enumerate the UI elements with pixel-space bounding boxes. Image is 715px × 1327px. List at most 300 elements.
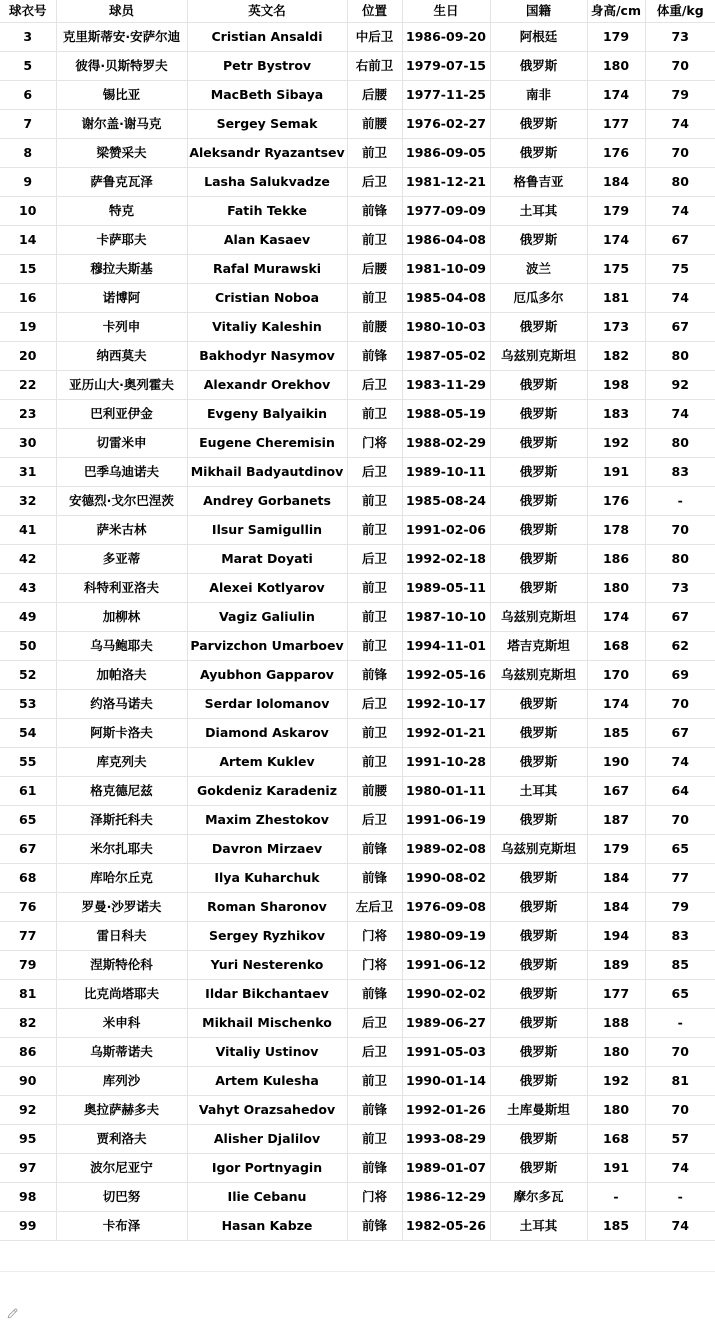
cell-nationality: 俄罗斯 [490,806,587,835]
cell-en-name: Alexandr Orekhov [187,371,347,400]
cell-en-name: Ildar Bikchantaev [187,980,347,1009]
cell-nationality: 俄罗斯 [490,1125,587,1154]
cell-jersey: 30 [0,429,56,458]
cell-height: 192 [587,1067,645,1096]
table-row [0,1038,715,1067]
cell-birthday: 1993-08-29 [402,1125,490,1154]
cell-nationality: 乌兹别克斯坦 [490,342,587,371]
table-row [0,139,715,168]
cell-nationality: 俄罗斯 [490,951,587,980]
cell-height: 176 [587,139,645,168]
table-row [0,951,715,980]
cell-nationality: 土耳其 [490,197,587,226]
cell-weight: 64 [645,777,715,806]
cell-height: 175 [587,255,645,284]
cell-nationality: 俄罗斯 [490,371,587,400]
cell-position: 中后卫 [347,23,402,52]
cell-birthday: 1987-10-10 [402,603,490,632]
cell-height: 184 [587,168,645,197]
cell-nationality: 俄罗斯 [490,690,587,719]
cell-en-name: Alisher Djalilov [187,1125,347,1154]
table-row [0,197,715,226]
cell-birthday: 1986-09-05 [402,139,490,168]
table-row [0,864,715,893]
cell-height: 168 [587,1125,645,1154]
footer-edit-area [6,1305,20,1319]
cell-height: 188 [587,1009,645,1038]
column-header-player: 球员 [56,0,187,23]
table-row [0,806,715,835]
cell-height: 185 [587,1212,645,1241]
cell-position: 前锋 [347,835,402,864]
column-header-jersey: 球衣号 [0,0,56,23]
cell-weight: 62 [645,632,715,661]
cell-birthday: 1977-11-25 [402,81,490,110]
column-header-position: 位置 [347,0,402,23]
cell-player: 米申科 [56,1009,187,1038]
table-row [0,632,715,661]
cell-en-name: Ayubhon Gapparov [187,661,347,690]
cell-birthday: 1981-10-09 [402,255,490,284]
cell-position: 前锋 [347,864,402,893]
cell-weight: 74 [645,400,715,429]
cell-nationality: 俄罗斯 [490,574,587,603]
cell-weight: 83 [645,458,715,487]
cell-en-name: Serdar Iolomanov [187,690,347,719]
cell-jersey: 22 [0,371,56,400]
cell-nationality: 厄瓜多尔 [490,284,587,313]
horizontal-divider [0,1271,715,1272]
table-row [0,400,715,429]
cell-height: 174 [587,81,645,110]
cell-height: 180 [587,52,645,81]
cell-player: 梁赞采夫 [56,139,187,168]
cell-height: 174 [587,603,645,632]
cell-en-name: Andrey Gorbanets [187,487,347,516]
cell-player: 彼得·贝斯特罗夫 [56,52,187,81]
cell-birthday: 1982-05-26 [402,1212,490,1241]
cell-player: 格克德尼兹 [56,777,187,806]
cell-height: 180 [587,1096,645,1125]
edit-pencil-icon[interactable] [6,1307,19,1320]
cell-player: 卡列申 [56,313,187,342]
table-row [0,1183,715,1212]
cell-player: 泽斯托科夫 [56,806,187,835]
cell-position: 后卫 [347,168,402,197]
cell-nationality: 土耳其 [490,777,587,806]
cell-height: 167 [587,777,645,806]
cell-birthday: 1992-05-16 [402,661,490,690]
cell-position: 前锋 [347,197,402,226]
cell-birthday: 1991-05-03 [402,1038,490,1067]
cell-birthday: 1983-11-29 [402,371,490,400]
table-row [0,110,715,139]
cell-nationality: 俄罗斯 [490,748,587,777]
cell-weight: 80 [645,429,715,458]
cell-en-name: Alan Kasaev [187,226,347,255]
cell-weight: 74 [645,284,715,313]
cell-jersey: 76 [0,893,56,922]
table-row [0,487,715,516]
cell-height: 183 [587,400,645,429]
cell-position: 后卫 [347,1038,402,1067]
cell-en-name: Fatih Tekke [187,197,347,226]
cell-jersey: 23 [0,400,56,429]
cell-jersey: 5 [0,52,56,81]
table-row [0,893,715,922]
table-row [0,835,715,864]
cell-birthday: 1992-01-21 [402,719,490,748]
cell-player: 乌斯蒂诺夫 [56,1038,187,1067]
cell-en-name: Ilsur Samigullin [187,516,347,545]
cell-nationality: 俄罗斯 [490,226,587,255]
cell-birthday: 1991-02-06 [402,516,490,545]
cell-position: 前卫 [347,226,402,255]
cell-height: 191 [587,1154,645,1183]
cell-weight: 74 [645,1212,715,1241]
cell-position: 后卫 [347,690,402,719]
cell-en-name: Gokdeniz Karadeniz [187,777,347,806]
cell-player: 科特利亚洛夫 [56,574,187,603]
cell-position: 门将 [347,429,402,458]
cell-nationality: 俄罗斯 [490,313,587,342]
cell-weight: 67 [645,719,715,748]
cell-jersey: 55 [0,748,56,777]
cell-en-name: Mikhail Mischenko [187,1009,347,1038]
cell-nationality: 乌兹别克斯坦 [490,835,587,864]
cell-position: 前卫 [347,284,402,313]
cell-weight: 79 [645,893,715,922]
cell-nationality: 塔吉克斯坦 [490,632,587,661]
cell-nationality: 乌兹别克斯坦 [490,603,587,632]
cell-player: 锡比亚 [56,81,187,110]
cell-player: 奥拉萨赫多夫 [56,1096,187,1125]
cell-jersey: 14 [0,226,56,255]
cell-position: 后卫 [347,806,402,835]
cell-birthday: 1991-06-19 [402,806,490,835]
cell-position: 前卫 [347,748,402,777]
cell-height: 179 [587,835,645,864]
cell-en-name: Aleksandr Ryazantsev [187,139,347,168]
cell-player: 特克 [56,197,187,226]
cell-weight: 85 [645,951,715,980]
cell-birthday: 1980-01-11 [402,777,490,806]
cell-nationality: 波兰 [490,255,587,284]
cell-jersey: 42 [0,545,56,574]
cell-en-name: Vitaliy Ustinov [187,1038,347,1067]
cell-weight: 74 [645,197,715,226]
cell-jersey: 32 [0,487,56,516]
cell-nationality: 俄罗斯 [490,980,587,1009]
cell-jersey: 97 [0,1154,56,1183]
cell-nationality: 土耳其 [490,1212,587,1241]
cell-en-name: Hasan Kabze [187,1212,347,1241]
cell-position: 前卫 [347,574,402,603]
column-header-height: 身高/cm [587,0,645,23]
cell-position: 前卫 [347,603,402,632]
cell-jersey: 41 [0,516,56,545]
cell-position: 门将 [347,1183,402,1212]
cell-player: 巴季乌迪诺夫 [56,458,187,487]
cell-birthday: 1985-04-08 [402,284,490,313]
cell-height: 185 [587,719,645,748]
cell-player: 切雷米申 [56,429,187,458]
cell-weight: 74 [645,748,715,777]
cell-jersey: 16 [0,284,56,313]
cell-position: 前腰 [347,313,402,342]
cell-birthday: 1990-08-02 [402,864,490,893]
cell-birthday: 1976-02-27 [402,110,490,139]
cell-birthday: 1981-12-21 [402,168,490,197]
cell-en-name: Rafal Murawski [187,255,347,284]
cell-jersey: 68 [0,864,56,893]
cell-position: 后卫 [347,458,402,487]
cell-birthday: 1992-10-17 [402,690,490,719]
table-row [0,603,715,632]
cell-jersey: 19 [0,313,56,342]
cell-jersey: 86 [0,1038,56,1067]
cell-nationality: 俄罗斯 [490,429,587,458]
table-row [0,980,715,1009]
cell-birthday: 1992-02-18 [402,545,490,574]
cell-position: 前锋 [347,342,402,371]
cell-jersey: 61 [0,777,56,806]
cell-en-name: Marat Doyati [187,545,347,574]
cell-jersey: 54 [0,719,56,748]
cell-player: 安德烈·戈尔巴涅茨 [56,487,187,516]
cell-nationality: 俄罗斯 [490,1067,587,1096]
cell-jersey: 67 [0,835,56,864]
cell-weight: 79 [645,81,715,110]
column-header-nationality: 国籍 [490,0,587,23]
cell-position: 前锋 [347,661,402,690]
table-row [0,1125,715,1154]
cell-weight: 70 [645,806,715,835]
cell-jersey: 49 [0,603,56,632]
cell-nationality: 俄罗斯 [490,719,587,748]
cell-en-name: Ilya Kuharchuk [187,864,347,893]
cell-nationality: 俄罗斯 [490,458,587,487]
cell-jersey: 53 [0,690,56,719]
cell-en-name: Cristian Noboa [187,284,347,313]
cell-player: 比克尚塔耶夫 [56,980,187,1009]
cell-player: 亚历山大·奥列霍夫 [56,371,187,400]
cell-jersey: 6 [0,81,56,110]
cell-en-name: Cristian Ansaldi [187,23,347,52]
cell-player: 萨米古林 [56,516,187,545]
cell-position: 前卫 [347,632,402,661]
cell-birthday: 1990-01-14 [402,1067,490,1096]
cell-height: 174 [587,690,645,719]
cell-en-name: Artem Kuklev [187,748,347,777]
cell-jersey: 79 [0,951,56,980]
cell-birthday: 1989-10-11 [402,458,490,487]
cell-birthday: 1990-02-02 [402,980,490,1009]
table-row [0,1067,715,1096]
cell-en-name: Eugene Cheremisin [187,429,347,458]
cell-player: 卡萨耶夫 [56,226,187,255]
cell-player: 乌马鲍耶夫 [56,632,187,661]
cell-height: 180 [587,574,645,603]
cell-birthday: 1986-12-29 [402,1183,490,1212]
cell-height: 181 [587,284,645,313]
cell-player: 多亚蒂 [56,545,187,574]
cell-birthday: 1989-06-27 [402,1009,490,1038]
cell-position: 右前卫 [347,52,402,81]
cell-en-name: Yuri Nesterenko [187,951,347,980]
cell-en-name: Vitaliy Kaleshin [187,313,347,342]
cell-height: 194 [587,922,645,951]
cell-en-name: Alexei Kotlyarov [187,574,347,603]
table-row [0,1154,715,1183]
table-row [0,52,715,81]
cell-en-name: Bakhodyr Nasymov [187,342,347,371]
cell-birthday: 1988-05-19 [402,400,490,429]
cell-jersey: 98 [0,1183,56,1212]
cell-player: 库列沙 [56,1067,187,1096]
cell-weight: 80 [645,545,715,574]
cell-nationality: 土库曼斯坦 [490,1096,587,1125]
cell-position: 门将 [347,922,402,951]
cell-birthday: 1989-01-07 [402,1154,490,1183]
table-row [0,23,715,52]
cell-en-name: Sergey Semak [187,110,347,139]
cell-weight: 92 [645,371,715,400]
cell-weight: 77 [645,864,715,893]
cell-height: 176 [587,487,645,516]
cell-position: 左后卫 [347,893,402,922]
table-row [0,690,715,719]
table-row [0,719,715,748]
cell-jersey: 65 [0,806,56,835]
cell-birthday: 1977-09-09 [402,197,490,226]
cell-nationality: 俄罗斯 [490,864,587,893]
cell-birthday: 1986-04-08 [402,226,490,255]
cell-weight: 65 [645,835,715,864]
cell-height: 191 [587,458,645,487]
cell-jersey: 8 [0,139,56,168]
cell-en-name: Lasha Salukvadze [187,168,347,197]
cell-en-name: Roman Sharonov [187,893,347,922]
cell-position: 后腰 [347,255,402,284]
cell-nationality: 俄罗斯 [490,922,587,951]
cell-jersey: 20 [0,342,56,371]
cell-birthday: 1976-09-08 [402,893,490,922]
cell-weight: 80 [645,342,715,371]
cell-height: - [587,1183,645,1212]
cell-player: 穆拉夫斯基 [56,255,187,284]
cell-birthday: 1989-02-08 [402,835,490,864]
cell-birthday: 1989-05-11 [402,574,490,603]
cell-jersey: 10 [0,197,56,226]
cell-weight: 70 [645,139,715,168]
table-row [0,574,715,603]
cell-birthday: 1991-06-12 [402,951,490,980]
cell-birthday: 1980-09-19 [402,922,490,951]
cell-birthday: 1987-05-02 [402,342,490,371]
cell-jersey: 3 [0,23,56,52]
cell-birthday: 1980-10-03 [402,313,490,342]
table-row [0,255,715,284]
table-row [0,516,715,545]
cell-player: 克里斯蒂安·安萨尔迪 [56,23,187,52]
cell-player: 纳西莫夫 [56,342,187,371]
cell-weight: 67 [645,226,715,255]
table-row [0,284,715,313]
cell-position: 前锋 [347,1212,402,1241]
cell-en-name: Evgeny Balyaikin [187,400,347,429]
cell-height: 180 [587,1038,645,1067]
cell-jersey: 92 [0,1096,56,1125]
column-header-en-name: 英文名 [187,0,347,23]
cell-player: 谢尔盖·谢马克 [56,110,187,139]
cell-player: 米尔扎耶夫 [56,835,187,864]
cell-position: 前卫 [347,139,402,168]
cell-player: 约洛马诺夫 [56,690,187,719]
cell-birthday: 1986-09-20 [402,23,490,52]
cell-position: 前锋 [347,1096,402,1125]
cell-weight: 67 [645,603,715,632]
cell-en-name: Artem Kulesha [187,1067,347,1096]
cell-nationality: 俄罗斯 [490,1154,587,1183]
table-row [0,922,715,951]
table-row [0,429,715,458]
cell-nationality: 阿根廷 [490,23,587,52]
cell-height: 168 [587,632,645,661]
cell-position: 前卫 [347,1067,402,1096]
cell-jersey: 15 [0,255,56,284]
cell-weight: 65 [645,980,715,1009]
cell-weight: 74 [645,110,715,139]
cell-jersey: 81 [0,980,56,1009]
cell-nationality: 摩尔多瓦 [490,1183,587,1212]
cell-height: 189 [587,951,645,980]
cell-position: 门将 [347,951,402,980]
cell-position: 后腰 [347,81,402,110]
cell-weight: 73 [645,574,715,603]
cell-height: 177 [587,110,645,139]
cell-weight: 69 [645,661,715,690]
cell-birthday: 1979-07-15 [402,52,490,81]
cell-nationality: 俄罗斯 [490,139,587,168]
cell-player: 切巴努 [56,1183,187,1212]
table-row [0,458,715,487]
cell-weight: 83 [645,922,715,951]
header-row [0,0,715,23]
cell-nationality: 南非 [490,81,587,110]
table-row [0,168,715,197]
cell-weight: 73 [645,23,715,52]
cell-weight: 70 [645,516,715,545]
cell-jersey: 82 [0,1009,56,1038]
cell-position: 前锋 [347,1154,402,1183]
cell-weight: 67 [645,313,715,342]
cell-player: 阿斯卡洛夫 [56,719,187,748]
cell-en-name: Mikhail Badyautdinov [187,458,347,487]
cell-nationality: 俄罗斯 [490,400,587,429]
cell-position: 前卫 [347,1125,402,1154]
cell-weight: - [645,1183,715,1212]
cell-height: 198 [587,371,645,400]
cell-birthday: 1992-01-26 [402,1096,490,1125]
table-row [0,81,715,110]
cell-birthday: 1985-08-24 [402,487,490,516]
cell-nationality: 俄罗斯 [490,516,587,545]
cell-en-name: Vahyt Orazsahedov [187,1096,347,1125]
cell-position: 后卫 [347,1009,402,1038]
cell-nationality: 格鲁吉亚 [490,168,587,197]
cell-weight: 70 [645,1096,715,1125]
